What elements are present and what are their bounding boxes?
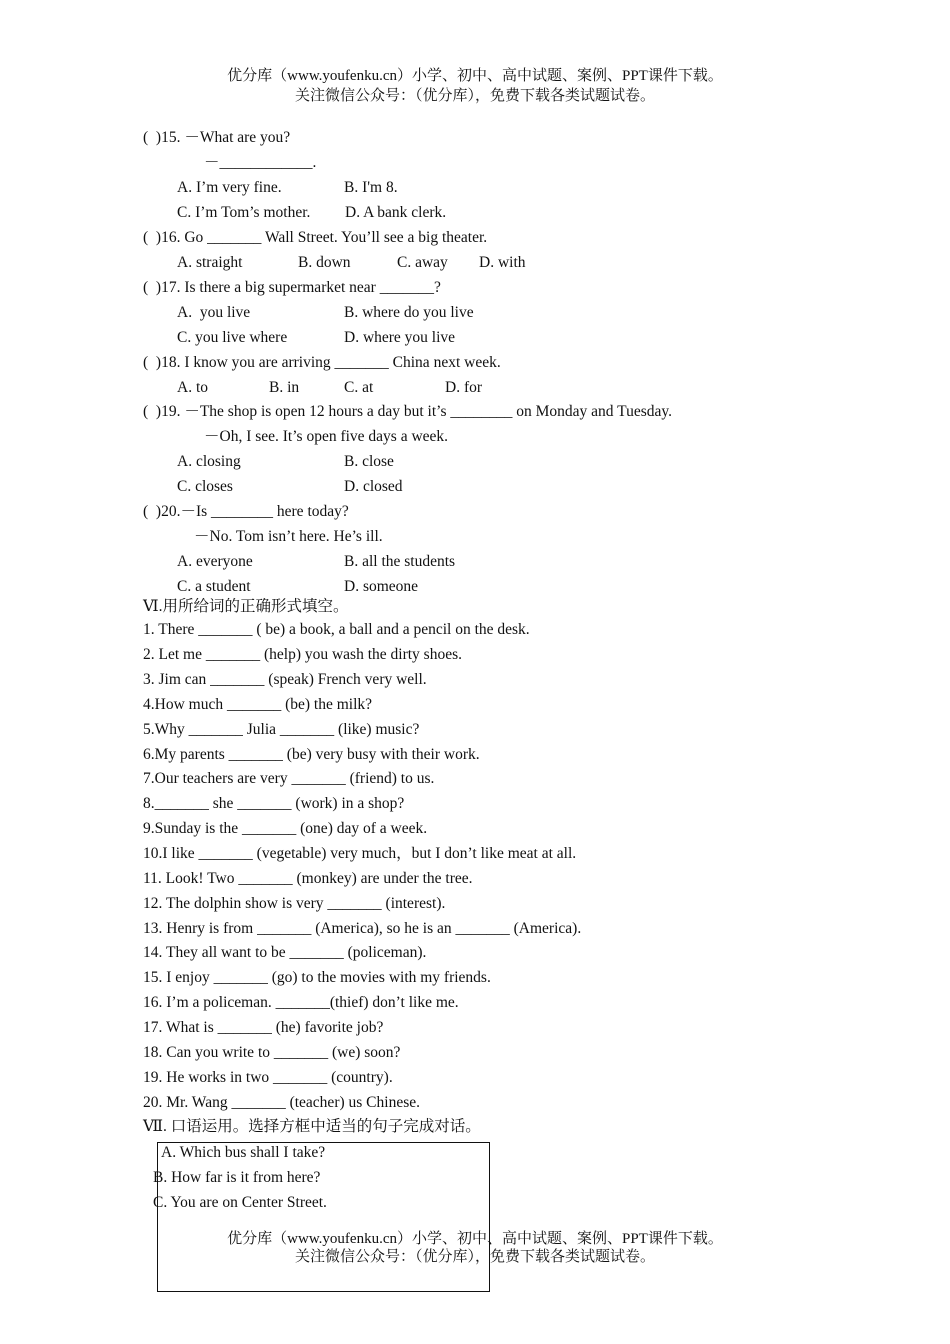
fill-item: 12. The dolphin show is very _______ (interest). bbox=[143, 895, 446, 912]
fill-item: 14. They all want to be _______ (policeman). bbox=[143, 944, 427, 961]
q19-option-b: B. close bbox=[344, 453, 394, 470]
fill-item: 13. Henry is from _______ (America), so he is an _______ (America). bbox=[143, 920, 582, 937]
fill-item: 19. He works in two _______ (country). bbox=[143, 1069, 393, 1086]
q18-option-a: A. to bbox=[177, 379, 208, 396]
options-box bbox=[157, 1142, 490, 1292]
q20-stem: ( )20.－Is ________ here today? bbox=[143, 503, 349, 520]
q15-option-b: B. I'm 8. bbox=[344, 179, 398, 196]
fill-item: 3. Jim can _______ (speak) French very well. bbox=[143, 671, 427, 688]
q17-option-d: D. where you live bbox=[344, 329, 456, 346]
fill-item: 5.Why _______ Julia _______ (like) music? bbox=[143, 721, 420, 738]
q18-option-c: C. at bbox=[344, 379, 374, 396]
q20-option-d: D. someone bbox=[344, 578, 419, 595]
q17-option-c: C. you live where bbox=[177, 329, 288, 346]
q15-option-d: D. A bank clerk. bbox=[345, 204, 447, 221]
fill-item: 8._______ she _______ (work) in a shop? bbox=[143, 795, 405, 812]
q20-reply: －No. Tom isn’t here. He’s ill. bbox=[194, 528, 383, 545]
fill-item: 17. What is _______ (he) favorite job? bbox=[143, 1019, 384, 1036]
q15-stem: ( )15. －What are you? bbox=[143, 129, 291, 146]
fill-item: 4.How much _______ (be) the milk? bbox=[143, 696, 373, 713]
q18-option-b: B. in bbox=[269, 379, 300, 396]
fill-item: 6.My parents _______ (be) very busy with their work. bbox=[143, 746, 480, 763]
q17-option-b: B. where do you live bbox=[344, 304, 474, 321]
fill-item: 7.Our teachers are very _______ (friend) to us. bbox=[143, 770, 435, 787]
section7-title: Ⅶ. 口语运用。选择方框中适当的句子完成对话。 bbox=[143, 1118, 481, 1135]
box-option-a: A. Which bus shall I take? bbox=[161, 1144, 326, 1161]
q19-option-c: C. closes bbox=[177, 478, 233, 495]
q15-option-a: A. I’m very fine. bbox=[177, 179, 282, 196]
fill-item: 1. There _______ ( be) a book, a ball and a pencil on the desk. bbox=[143, 621, 530, 638]
footer-line-2: 关注微信公众号：（优分库），免费下载各类试题试卷。 bbox=[294, 1249, 655, 1265]
header-line-2: 关注微信公众号：（优分库），免费下载各类试题试卷。 bbox=[294, 88, 655, 104]
q19-reply: －Oh, I see. It’s open five days a week. bbox=[204, 428, 449, 445]
fill-item: 20. Mr. Wang _______ (teacher) us Chinese. bbox=[143, 1094, 420, 1111]
fill-item: 2. Let me _______ (help) you wash the dirty shoes. bbox=[143, 646, 462, 663]
q16-option-b: B. down bbox=[298, 254, 351, 271]
q19-stem: ( )19. －The shop is open 12 hours a day but it’s ________ on Monday and Tuesday. bbox=[143, 403, 672, 420]
q15-reply: －____________. bbox=[204, 154, 317, 171]
q19-option-a: A. closing bbox=[177, 453, 241, 470]
q15-option-c: C. I’m Tom’s mother. bbox=[177, 204, 311, 221]
q20-option-a: A. everyone bbox=[177, 553, 253, 570]
fill-item: 11. Look! Two _______ (monkey) are under the tree. bbox=[143, 870, 473, 887]
q18-option-d: D. for bbox=[445, 379, 483, 396]
fill-item: 10.I like _______ (vegetable) very much，but I don’t like meat at all. bbox=[143, 845, 577, 862]
q20-option-c: C. a student bbox=[177, 578, 251, 595]
q18-stem: ( )18. I know you are arriving _______ China next week. bbox=[143, 354, 501, 371]
q20-option-b: B. all the students bbox=[344, 553, 456, 570]
footer-line-1: 优分库（www.youfenku.cn）小学、初中、高中试题、案例、PPT课件下载。 bbox=[227, 1231, 723, 1247]
box-option-b: B. How far is it from here? bbox=[153, 1169, 321, 1186]
q16-option-d: D. with bbox=[479, 254, 526, 271]
fill-item: 18. Can you write to _______ (we) soon? bbox=[143, 1044, 401, 1061]
q17-option-a: A. you live bbox=[177, 304, 251, 321]
header-line-1: 优分库（www.youfenku.cn）小学、初中、高中试题、案例、PPT课件下载。 bbox=[227, 68, 723, 84]
fill-item: 9.Sunday is the _______ (one) day of a week. bbox=[143, 820, 428, 837]
q16-option-a: A. straight bbox=[177, 254, 243, 271]
q17-stem: ( )17. Is there a big supermarket near _______? bbox=[143, 279, 441, 296]
fill-item: 16. I’m a policeman. _______(thief) don’t like me. bbox=[143, 994, 459, 1011]
q16-option-c: C. away bbox=[397, 254, 448, 271]
box-option-c: C. You are on Center Street. bbox=[153, 1194, 327, 1211]
q16-stem: ( )16. Go _______ Wall Street. You’ll see a big theater. bbox=[143, 229, 488, 246]
q19-option-d: D. closed bbox=[344, 478, 403, 495]
section6-title: Ⅵ.用所给词的正确形式填空。 bbox=[143, 598, 349, 615]
fill-item: 15. I enjoy _______ (go) to the movies with my friends. bbox=[143, 969, 491, 986]
